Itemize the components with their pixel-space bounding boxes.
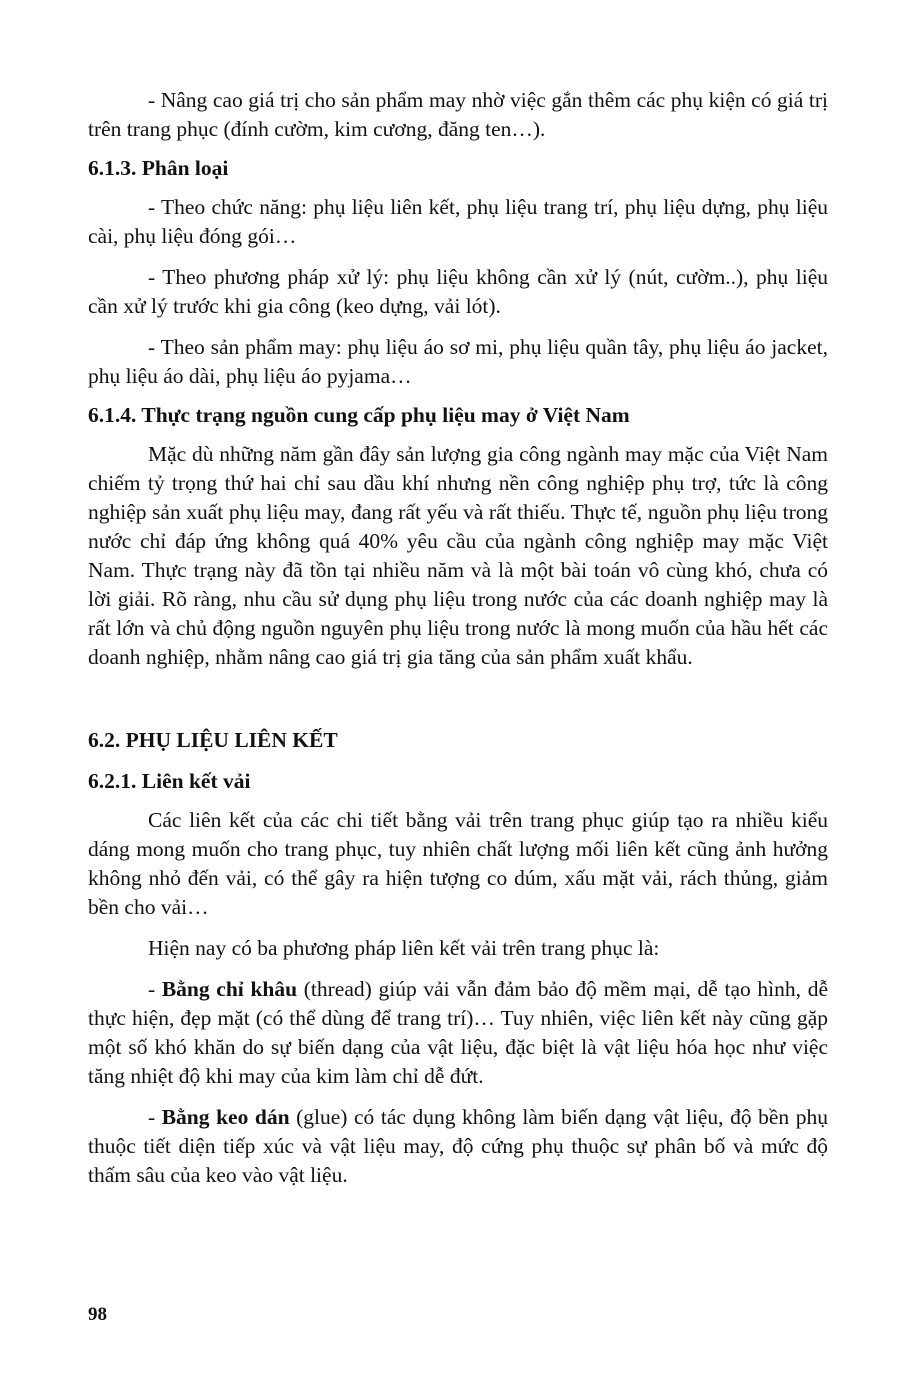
paragraph-three-methods: Hiện nay có ba phương pháp liên kết vải trên trang phục là: <box>148 936 660 960</box>
paragraph-by-processing: - Theo phương pháp xử lý: phụ liệu không cần xử lý (nút, cườm..), phụ liệu cần xử lý trước khi gia công (keo dựng, vải lót). <box>88 265 828 318</box>
heading-6-2-1: 6.2.1. Liên kết vải <box>88 769 251 793</box>
paragraph-glue-method <box>88 1103 828 1190</box>
paragraph-value-add: - Nâng cao giá trị cho sản phẩm may nhờ việc gắn thêm các phụ kiện có giá trị trên trang phục (đính cườm, kim cương, đăng ten…). <box>88 88 828 141</box>
heading-6-1-3: 6.1.3. Phân loại <box>88 156 229 180</box>
page-number: 98 <box>88 1304 107 1325</box>
thread-prefix: - <box>148 977 162 1001</box>
thread-description: (thread) giúp vải vẫn đảm bảo độ mềm mại, dễ tạo hình, dễ thực hiện, đẹp mặt (có thể dùng để trang trí)… Tuy nhiên, việc liên kết này cũng gặp một số khó khăn do sự biến dạng của vật liệu, đặc biệt là vật liệu hóa học như việc tăng nhiệt độ khi may của kim làm chỉ dễ đứt. <box>88 977 828 1088</box>
glue-description: (glue) có tác dụng không làm biến dạng vật liệu, độ bền phụ thuộc tiết diện tiếp xúc và vật liệu may, độ cứng phụ thuộc sự phân bố và mức độ thấm sâu của keo vào vật liệu. <box>88 1105 828 1187</box>
page-body <box>88 86 828 1190</box>
paragraph-by-function: - Theo chức năng: phụ liệu liên kết, phụ liệu trang trí, phụ liệu dựng, phụ liệu cài, phụ liệu đóng gói… <box>88 195 828 248</box>
heading-6-1-4: 6.1.4. Thực trạng nguồn cung cấp phụ liệu may ở Việt Nam <box>88 403 630 427</box>
heading-6-2: 6.2. PHỤ LIỆU LIÊN KẾT <box>88 728 338 752</box>
thread-term: Bằng chỉ khâu <box>161 977 298 1001</box>
paragraph-fabric-joins: Các liên kết của các chi tiết bằng vải trên trang phục giúp tạo ra nhiều kiểu dáng mong muốn cho trang phục, tuy nhiên chất lượng mối liên kết cũng ảnh hưởng không nhỏ đến vải, có thể gây ra hiện tượng co dúm, xấu mặt vải, rách thủng, giảm bền cho vải… <box>88 808 828 919</box>
paragraph-supply-status: Mặc dù những năm gần đây sản lượng gia công ngành may mặc của Việt Nam chiếm tỷ trọng thứ hai chỉ sau dầu khí nhưng nền công nghiệp phụ trợ, tức là công nghiệp sản xuất phụ liệu may, đang rất yếu và rất thiếu. Thực tế, nguồn phụ liệu trong nước chỉ đáp ứng không quá 40% yêu cầu của ngành công nghiệp may mặc Việt Nam. Thực trạng này đã tồn tại nhiều năm và là một bài toán vô cùng khó, chưa có lời giải. Rõ ràng, nhu cầu sử dụng phụ liệu trong nước của các doanh nghiệp may là rất lớn và chủ động nguồn nguyên phụ liệu trong nước là mong muốn của hầu hết các doanh nghiệp, nhằm nâng cao giá trị gia tăng của sản phẩm xuất khẩu. <box>88 442 828 669</box>
glue-prefix: - <box>148 1105 162 1129</box>
paragraph-by-product: - Theo sản phẩm may: phụ liệu áo sơ mi, phụ liệu quần tây, phụ liệu áo jacket, phụ liệu áo dài, phụ liệu áo pyjama… <box>88 335 828 388</box>
paragraph-thread-method <box>88 975 828 1091</box>
glue-term: Bằng keo dán <box>161 1105 290 1129</box>
